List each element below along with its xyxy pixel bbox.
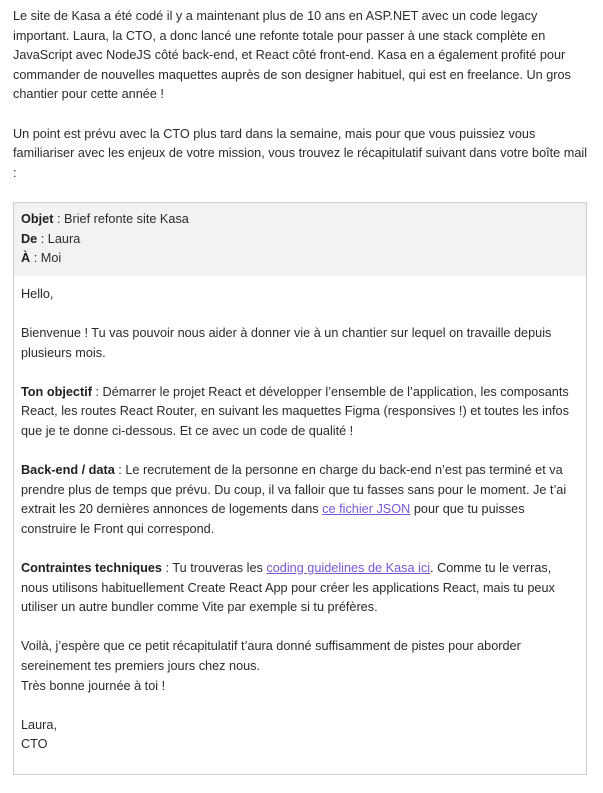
email-to-label: À: [21, 251, 31, 266]
email-closing: [21, 637, 578, 696]
objective-separator: :: [91, 384, 103, 399]
backend-label: Back-end / data: [21, 463, 115, 478]
closing-line-1: Voilà, j’espère que ce petit récapitulatif t’aura donné suffisamment de pistes pour aborder sereinement tes premiers jours chez nous.: [21, 639, 521, 674]
objective-text: Démarrer le projet React et développer l’ensemble de l’application, les composants React, les routes React Router, en suivant les maquettes Figma (responsives !) et toutes les infos que je te donne ci-dessous. Et ce avec un code de qualité !: [21, 384, 569, 438]
email-backend-paragraph: [21, 461, 578, 539]
intro-paragraph-context: Le site de Kasa a été codé il y a maintenant plus de 10 ans en ASP.NET avec un code legacy important. Laura, la CTO, a donc lancé une refonte totale pour passer à une stack complète en JavaScript avec NodeJS côté back-end, et React côté front-end. Kasa en a également profité pour commander de nouvelles maquettes auprès de son designer habituel, qui est en freelance. Un gros chantier pour cette année !: [13, 9, 571, 102]
email-to-separator: :: [30, 251, 41, 266]
email-subject-separator: :: [53, 212, 65, 226]
backend-text-before: Le recrutement de la personne en charge du back-end n’est pas terminé et va prendre plus de temps que prévu. Du coup, il va falloir que tu fasses sans pour le moment. Je t’ai extrait les 20 dernières annonces de logements dans: [21, 463, 567, 517]
email-subject-label: Objet: [21, 212, 54, 226]
objective-label: Ton objectif: [21, 384, 92, 399]
signature-name: Laura,: [21, 717, 57, 732]
constraints-text-after: . Comme tu le verras, nous utilisons habituellement Create React App pour créer les applications React, mais tu peux utiliser un autre bundler comme Vite par exemple si tu préfères.: [21, 561, 555, 615]
signature-role: CTO: [21, 737, 48, 752]
email-card: [13, 202, 587, 775]
constraints-text-before: Tu trouveras les: [172, 561, 267, 576]
email-subject-line: [21, 210, 586, 230]
email-to-value: Moi: [40, 251, 62, 266]
email-from-separator: :: [37, 231, 48, 246]
email-welcome: Bienvenue ! Tu vas pouvoir nous aider à donner vie à un chantier sur lequel on travaille depuis plusieurs mois.: [21, 325, 552, 360]
email-header: [14, 203, 586, 276]
email-from-value: Laura: [47, 231, 81, 246]
email-from-label: De: [21, 231, 38, 246]
backend-separator: :: [114, 463, 126, 478]
email-body: [14, 276, 586, 755]
email-greeting: Hello,: [21, 286, 54, 301]
intro-paragraph-meeting: Un point est prévu avec la CTO plus tard dans la semaine, mais pour que vous puissiez vous familiariser avec les enjeux de votre mission, vous trouvez le récapitulatif suivant dans votre boîte mail :: [13, 126, 588, 180]
email-objective-paragraph: [21, 383, 578, 442]
coding-guidelines-link[interactable]: coding guidelines de Kasa ici: [266, 561, 431, 576]
email-signature: [21, 716, 578, 755]
constraints-label: Contraintes techniques: [21, 561, 162, 576]
constraints-separator: :: [162, 561, 173, 576]
email-constraints-paragraph: [21, 559, 578, 618]
email-from-line: [21, 230, 586, 250]
email-subject-value: Brief refonte site Kasa: [64, 212, 189, 226]
closing-line-2: Très bonne journée à toi !: [21, 678, 166, 693]
json-file-link[interactable]: ce fichier JSON: [322, 502, 411, 517]
email-to-line: [21, 249, 586, 269]
backend-text-after: pour que tu puisses construire le Front qui correspond.: [21, 502, 525, 536]
intro-section: [13, 7, 588, 193]
